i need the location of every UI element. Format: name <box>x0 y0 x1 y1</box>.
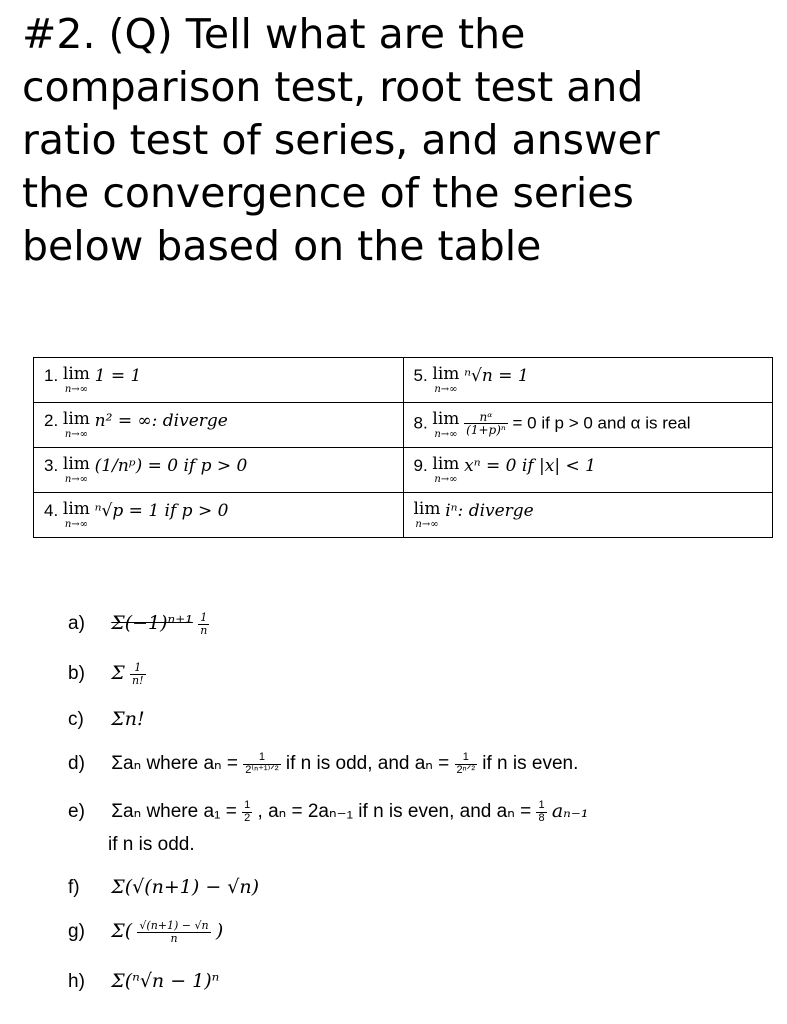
item-label: g) <box>68 921 85 943</box>
table-cell <box>34 403 404 448</box>
table-row <box>34 448 773 493</box>
fraction: $\frac{1}{n!}$ <box>132 661 144 687</box>
series-expression: Σ(ⁿ√n − 1)ⁿ <box>111 970 220 992</box>
fraction: $\frac{1}{\text{2ⁿᐟ²}}$ <box>456 751 475 776</box>
table-cell <box>403 358 773 403</box>
limit-operator: lim n→∞ <box>432 453 460 485</box>
series-item-a <box>68 612 209 636</box>
question-title <box>22 8 762 273</box>
fraction: $\frac{1}{n}$ <box>200 611 208 637</box>
item-label: a) <box>68 613 85 635</box>
fact-number: 8. <box>413 413 428 433</box>
fact-expression: n² = ∞: diverge <box>94 410 228 431</box>
limit-operator: lim n→∞ <box>62 408 90 440</box>
series-expression: Σ <box>111 662 125 685</box>
title-line: the convergence of the series <box>22 169 634 217</box>
series-expression: Σ(−1)ⁿ⁺¹ <box>111 612 193 635</box>
table-cell <box>403 403 773 448</box>
fraction: $\frac{\text{nᵅ}}{\text{(1+p)ⁿ}}$ <box>466 409 506 438</box>
fraction: $\frac{√(n+1) - √n}{n}$ <box>139 919 209 945</box>
fact-expression: (1/nᵖ) = 0 if p > 0 <box>94 455 248 476</box>
series-item-e <box>68 800 589 824</box>
fact-number: 3. <box>44 455 59 475</box>
series-expression: Σ( <box>111 920 133 943</box>
limit-operator: lim n→∞ <box>432 363 460 395</box>
table-cell <box>34 358 404 403</box>
item-label: h) <box>68 971 85 992</box>
fact-expression: xⁿ = 0 if |x| < 1 <box>464 455 596 476</box>
item-label: b) <box>68 663 85 685</box>
fact-expression: ⁿ√n = 1 <box>464 365 529 386</box>
fact-number: 2. <box>44 410 59 430</box>
fact-expression: iⁿ: diverge <box>445 500 534 521</box>
series-expression: aₙ₋₁ <box>551 800 589 823</box>
fraction: $\frac{1}{2}$ <box>244 799 251 824</box>
fact-number: 4. <box>44 500 59 520</box>
item-label: e) <box>68 801 85 823</box>
series-expression: Σaₙ where a₁ = <box>111 801 237 823</box>
fact-number: 9. <box>413 455 428 475</box>
fact-expression: 1 = 1 <box>94 365 142 386</box>
title-line: ratio test of series, and answer <box>22 116 660 164</box>
item-label: d) <box>68 753 85 775</box>
fraction: $\frac{1}{8}$ <box>538 799 545 824</box>
fact-expression: = 0 if p > 0 and α is real <box>512 413 691 433</box>
series-expression: Σn! <box>111 708 145 730</box>
series-item-d <box>68 752 578 776</box>
series-expression: , aₙ = 2aₙ₋₁ if n is even, and aₙ = <box>257 801 532 823</box>
series-item-f <box>68 876 259 899</box>
limit-operator: lim n→∞ <box>432 408 460 440</box>
title-line: comparison test, root test and <box>22 63 644 111</box>
fact-number: 1. <box>44 365 59 385</box>
series-expression: if n is odd, and aₙ = <box>285 753 450 775</box>
series-continuation: if n is odd. <box>108 834 195 855</box>
limit-operator: lim n→∞ <box>62 498 90 530</box>
title-line: #2. (Q) Tell what are the <box>22 10 526 58</box>
table-cell <box>403 448 773 493</box>
table-row <box>34 358 773 403</box>
series-item-h <box>68 970 219 993</box>
table-cell <box>34 448 404 493</box>
series-item-b <box>68 662 146 686</box>
table-cell <box>403 493 773 538</box>
limit-operator: lim n→∞ <box>62 363 90 395</box>
series-item-c <box>68 708 145 731</box>
item-label: f) <box>68 877 80 898</box>
series-expression: ) <box>215 920 224 943</box>
fact-number: 5. <box>413 365 428 385</box>
fraction: $\frac{1}{\text{2⁽ⁿ⁺¹⁾ᐟ²}}$ <box>245 751 279 776</box>
limit-operator: lim n→∞ <box>413 498 441 530</box>
series-expression: Σ(√(n+1) − √n) <box>111 876 260 898</box>
series-item-g <box>68 920 223 944</box>
item-label: c) <box>68 709 84 730</box>
series-expression: if n is even. <box>482 753 579 775</box>
limit-facts-table <box>33 357 773 538</box>
title-line: below based on the table <box>22 222 542 270</box>
fact-expression: ⁿ√p = 1 if p > 0 <box>94 500 229 521</box>
limit-operator: lim n→∞ <box>62 453 90 485</box>
table-row <box>34 493 773 538</box>
series-expression: Σaₙ where aₙ = <box>111 753 238 775</box>
table-row <box>34 403 773 448</box>
table-cell <box>34 493 404 538</box>
